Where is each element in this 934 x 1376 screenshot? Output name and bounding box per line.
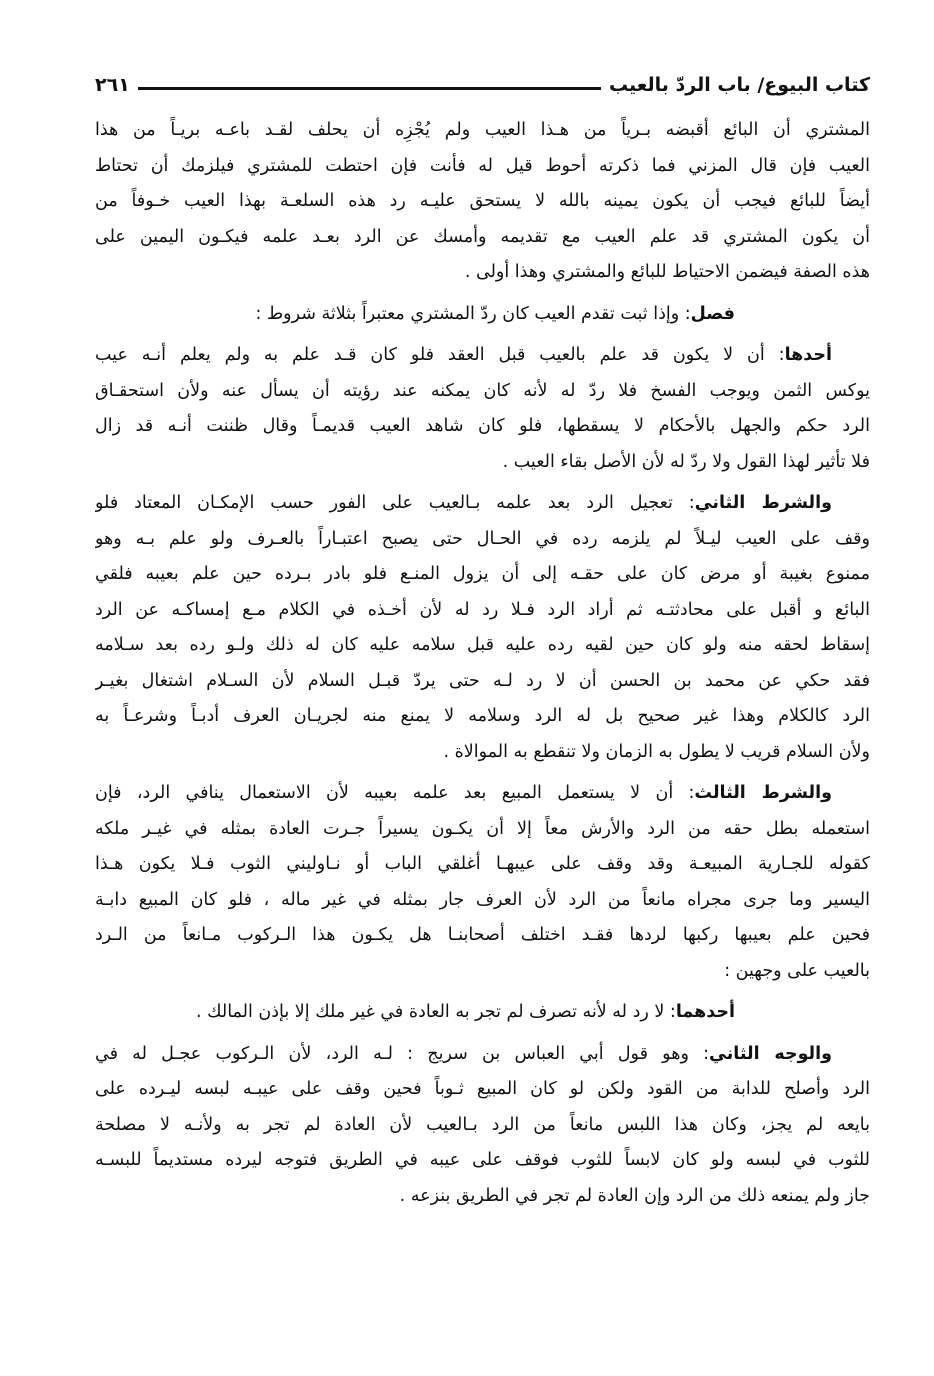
text-line	[95, 735, 870, 771]
chapter-title: كتاب البيوع/ باب الردّ بالعيب	[608, 74, 870, 96]
text-line	[95, 522, 870, 558]
paragraph	[95, 297, 870, 333]
paragraph	[95, 486, 870, 770]
paragraph	[95, 113, 870, 291]
text-line	[95, 1108, 870, 1144]
line-text: استعمله بطل حقه من الرد والأرش معاً إلا أن يكـون يسيراً جـرت العادة بمثله في غيـر ملكه	[95, 818, 870, 839]
line-text: : أن لا يستعمل المبيع بعد علمه بعيبه لأن الاستعمال ينافي الرد، فإن	[95, 783, 695, 803]
text-line	[95, 149, 870, 185]
book-page	[95, 70, 870, 1220]
line-text: للثوب في لبسه ولو كان لابساً للثوب فوقف على عيبه في الطريق فتوجه ليرده مستديماً للبسـه	[95, 1150, 870, 1170]
text-line	[95, 847, 870, 883]
text-line	[95, 1179, 870, 1215]
line-text: ولأن السلام قريب لا يطول به الزمان ولا تنقطع به الموالاة .	[443, 741, 870, 762]
lead-term: والشرط الثاني	[694, 493, 832, 513]
line-text: جاز ولم يمنعه ذلك من الرد وإن العادة لم تجر في الطريق بنزعه .	[399, 1185, 870, 1206]
text-line	[95, 664, 870, 700]
lead-term: أحدها	[784, 345, 832, 365]
text-line	[95, 255, 870, 291]
lead-term: فصل	[690, 303, 735, 324]
line-text: اليسير وما جرى مجراه مانعاً من الرد لأن العرف جار بمثله في غير ماله ، فلو كان المبيع دابـة	[95, 889, 870, 910]
lead-term: والوجه الثاني	[709, 1043, 832, 1064]
line-text: وقف على العيب ليـلاً لم يلزمه رده في الحـال حتى يصبح اعتبـاراً بالعـرف ولو علم بـه وهو	[95, 528, 870, 549]
line-text: الرد وأصلح للدابة من القود ولكن لو كان المبيع ثـوباً فحين وقف على عيبـه لبسه ليـرده على	[95, 1079, 870, 1099]
text-line	[95, 1143, 870, 1179]
line-text: يوكس الثمن ويوجب الفسخ فلا ردّ له لأنه كان يمكنه عند رؤيته أن يسأل عنه ولأن استحقـاق	[95, 380, 870, 401]
text-line	[95, 628, 870, 664]
line-text: المشتري أن البائع أقبضه بـرياً من هـذا العيب ولم يُجْزِه أن يحلف لقـد باعـه بريـاً من هذا	[95, 120, 870, 140]
text-line	[95, 1072, 870, 1108]
text-line	[95, 445, 870, 481]
line-text: بايعه لم يجز، وكان هذا اللبس مانعاً من الرد بـالعيب لأن العادة لم تجر به ولأنـه لا مصلحة	[95, 1114, 870, 1135]
line-text: فلا تأثير لهذا القول ولا ردّ له لأن الأصل بقاء العيب .	[502, 451, 870, 472]
text-line	[95, 338, 870, 374]
page-body	[95, 113, 870, 1214]
line-text: : تعجيل الرد بعد علمه بـالعيب على الفور حسب الإمكـان المعتاد فلو	[95, 493, 695, 513]
text-line	[95, 374, 870, 410]
lead-term: أحدهما	[675, 1002, 735, 1022]
paragraph	[95, 995, 870, 1031]
text-line	[95, 883, 870, 919]
text-line	[95, 918, 870, 954]
text-line	[95, 699, 870, 735]
header-rule	[138, 87, 601, 90]
line-text: ممنوع بغيبة أو مرض كان على حقـه إلى أن يزول المنـع فلو بادر بـرده حين علم بعيبه فلقي	[95, 564, 870, 584]
text-line	[95, 593, 870, 629]
paragraph	[95, 1037, 870, 1215]
line-text: العيب فإن قال المزني فما ذكرته أحوط قيل له فأنت فإن احتطت للمشتري فيلزمك أن تحتاط	[95, 155, 870, 176]
page-number: ٢٦١	[95, 74, 130, 96]
running-header	[95, 70, 870, 100]
text-line	[95, 297, 870, 333]
text-line	[95, 486, 870, 522]
text-line	[95, 220, 870, 256]
text-line	[95, 409, 870, 445]
text-line	[95, 776, 870, 812]
text-line	[95, 113, 870, 149]
line-text: : أن لا يكون قد علم بالعيب قبل العقد فلو كان قـد علم به ولم يعلم أنـه عيب	[95, 345, 785, 365]
text-line	[95, 1037, 870, 1073]
text-line	[95, 557, 870, 593]
line-text: الرد حكم والجهل بالأحكام لا يسقطها، فلو كان شاهد العيب قديمـاً وقال ظننت أنـه قد زال	[95, 416, 870, 436]
line-text: فقد حكي عن محمد بن الحسن أن لا رد لـه حتى يردّ قبـل السلام لأن السـلام اشتغال بغيـر	[95, 670, 870, 691]
text-line	[95, 995, 870, 1031]
line-text: بالعيب على وجهين :	[724, 960, 870, 981]
text-line	[95, 184, 870, 220]
lead-term: والشرط الثالث	[694, 783, 832, 803]
text-line	[95, 812, 870, 848]
paragraph	[95, 776, 870, 989]
line-text: إسقاط لحقه منه ولو كان حين لقيه رده عليه قبل سلامه عليه كان له ذلك ولـو رده بعد سـلامه	[95, 635, 870, 655]
paragraph	[95, 338, 870, 480]
line-text: فحين علم بعيبها ركبها لردها فقـد اختلف أصحابنـا هل يكـون هذا الـركوب مـانعاً من الـرد	[95, 925, 870, 945]
line-text: هذه الصفة فيضمن الاحتياط للبائع والمشتري وهذا أولى .	[464, 262, 870, 282]
line-text: : وهو قول أبي العباس بن سريج : لـه الرد، لأن الـركوب عجـل له في	[95, 1043, 710, 1064]
line-text: : لا رد له لأنه تصرف لم تجر به العادة في غير ملك إلا بإذن المالك .	[195, 1002, 676, 1022]
line-text: أن يكون المشتري قد علم العيب مع تقديمه وأمسك عن الرد بعـد علمه فيكـون اليمين على	[95, 226, 870, 247]
text-line	[95, 954, 870, 990]
line-text: كقوله للجـارية المبيعـة وقد وقف على عيبهـا أغلقي الباب أو نـاوليني الثوب فـلا يكون هـذا	[95, 854, 870, 874]
line-text: أيضاً للبائع فيجب أن يكون يمينه بالله لا يستحق عليـه رد هذه السلعـة بهذا العيب خـوفاً من	[95, 191, 870, 211]
line-text: الرد كالكلام وهذا غير صحيح بل له الرد وسلامه لا يمنع منه لجريـان العرف أدبـاً وشرعـاً به	[95, 706, 870, 726]
line-text: البائع و أقبل على محادثتـه ثم أراد الرد فـلا رد له لأن أخـذه في الكلام مـع إمساكـه عن الرد	[95, 599, 870, 620]
line-text: : وإذا ثبت تقدم العيب كان ردّ المشتري معتبراً بثلاثة شروط :	[255, 303, 691, 324]
